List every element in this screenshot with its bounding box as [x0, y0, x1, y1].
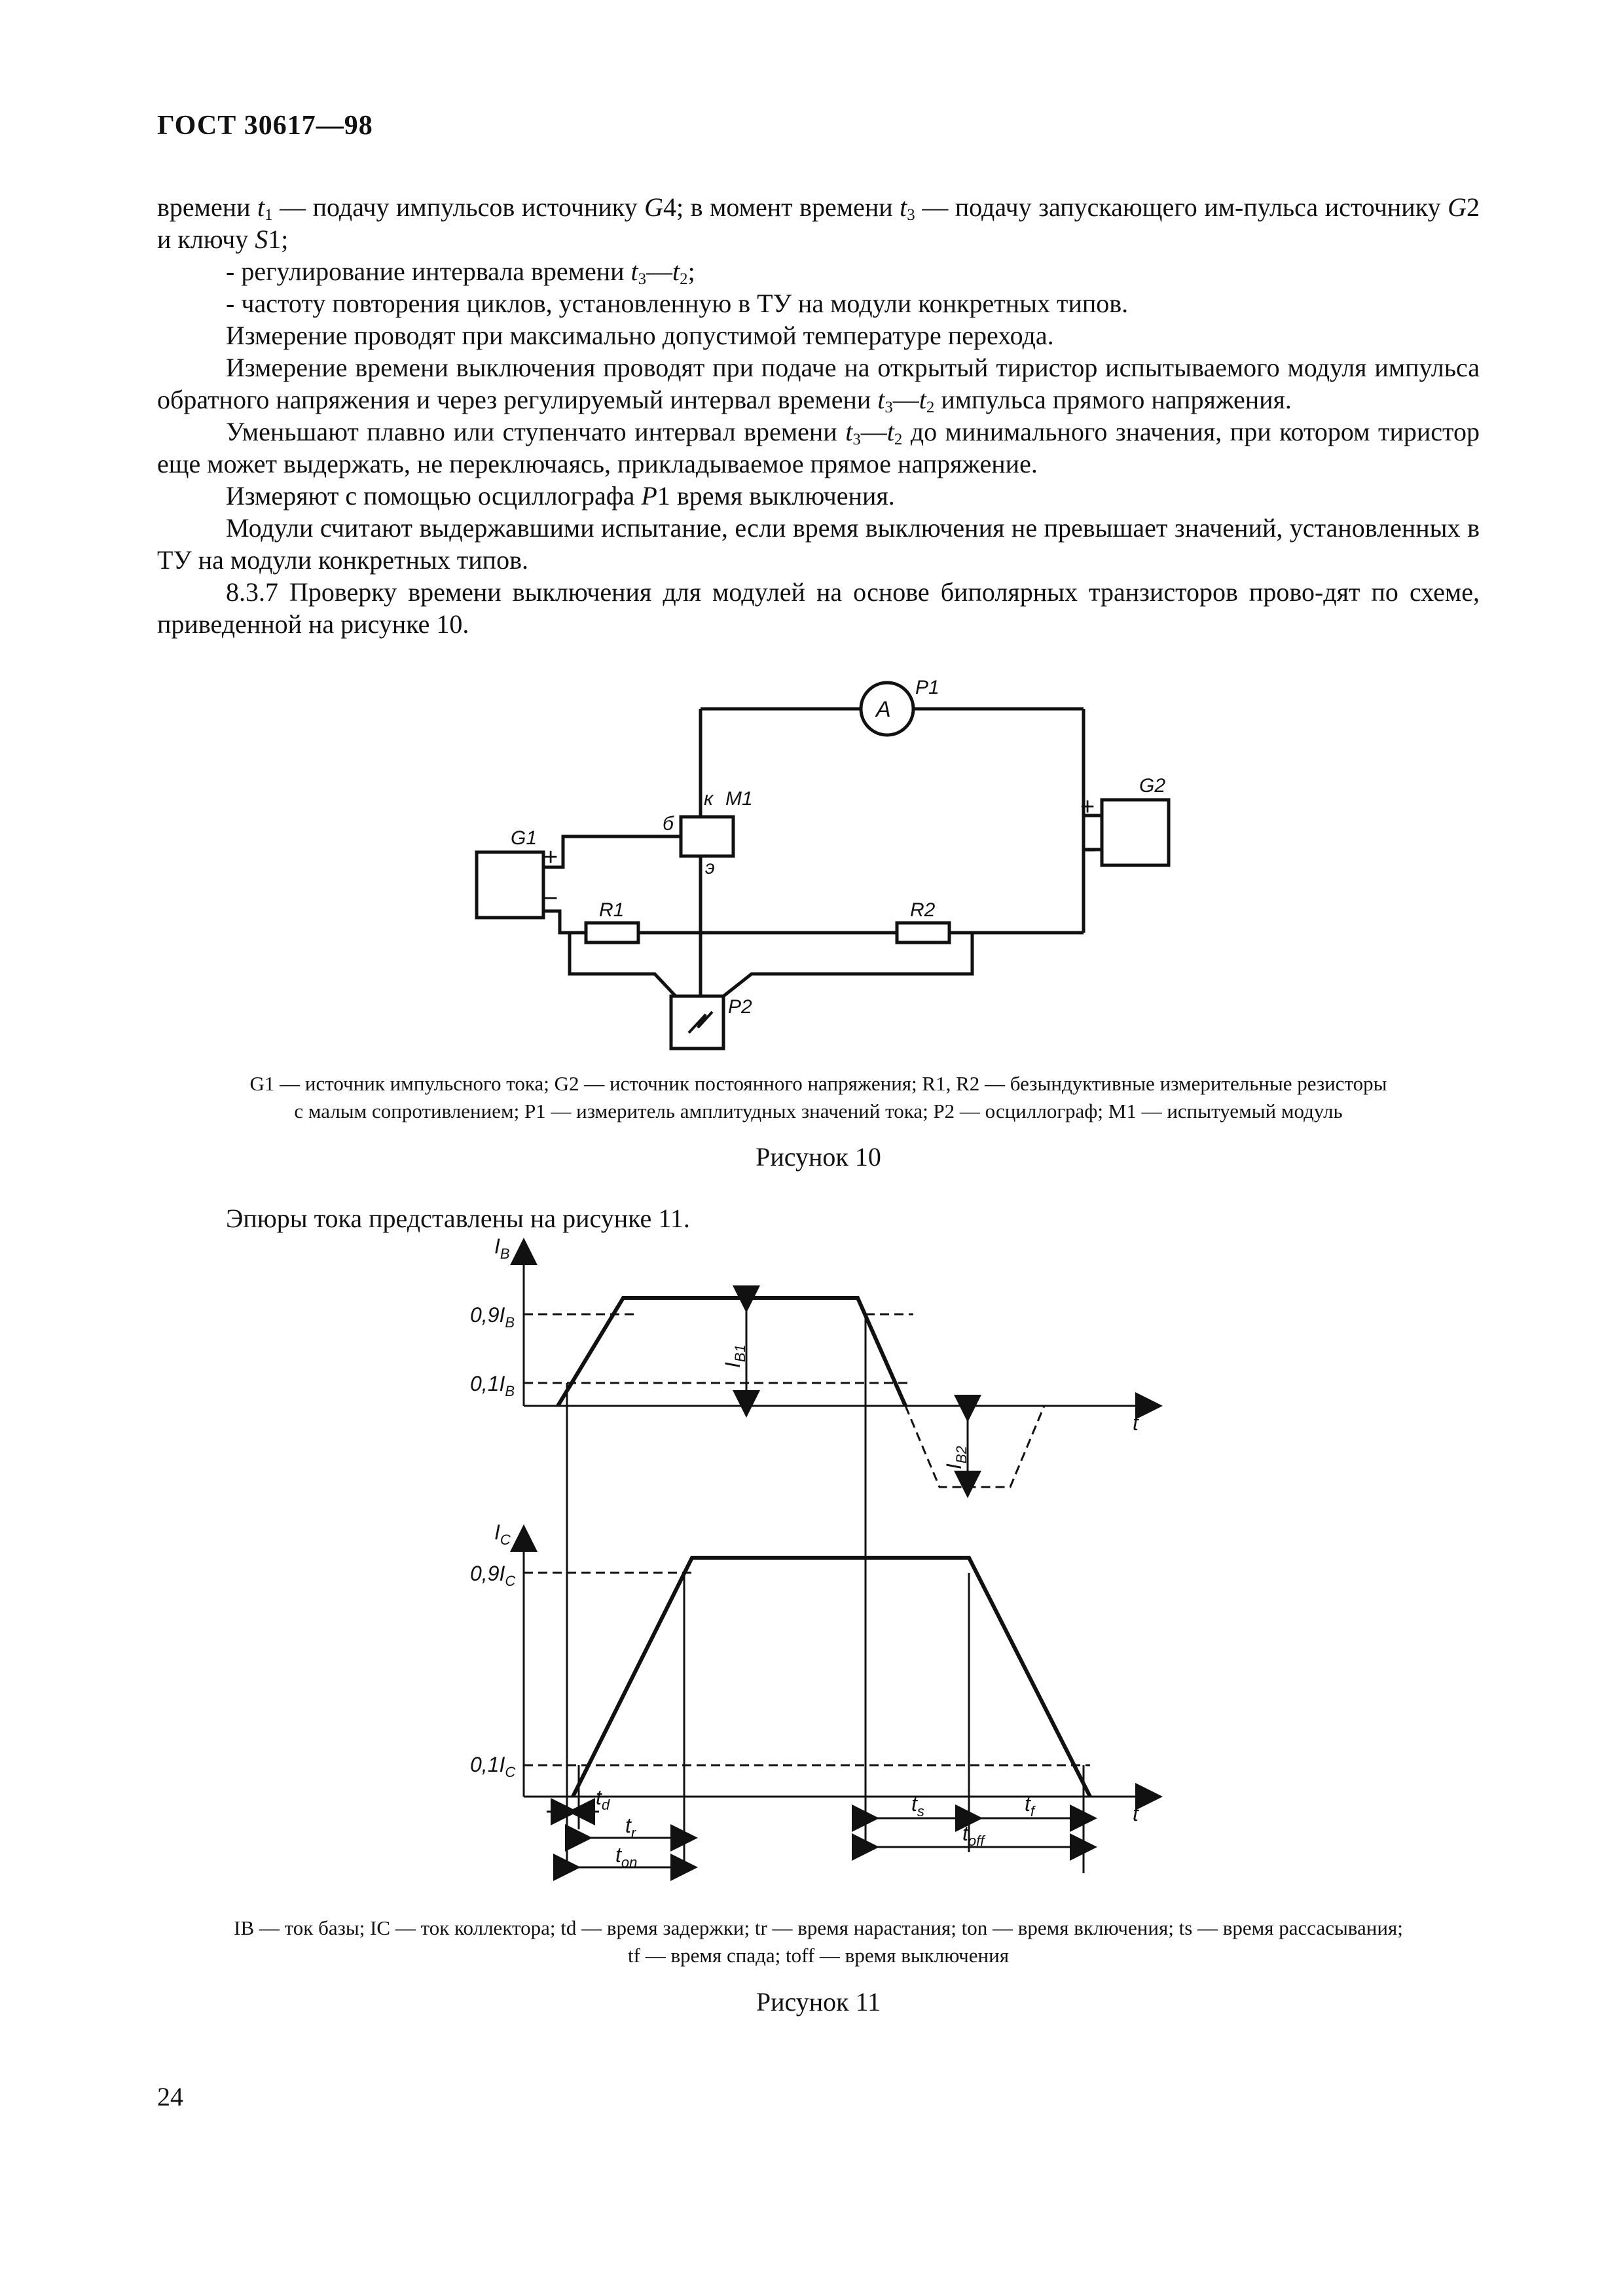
- g1-minus-sign: −: [543, 885, 558, 912]
- ic-waveform: [573, 1558, 1090, 1797]
- m1-label: М1: [725, 788, 753, 810]
- module-m1-box: [681, 817, 733, 856]
- figure-10-title: Рисунок 10: [756, 1142, 881, 1172]
- g2-minus-sign: −: [1082, 837, 1097, 865]
- toff-label: $t_{off}$: [962, 1821, 985, 1849]
- wire-g1-base: [543, 836, 681, 867]
- paragraph-9: 8.3.7 Проверку времени выключения для модулей на основе биполярных транзисторов прово-дят по схеме, приведенной на рисунке 10.: [157, 577, 1480, 639]
- tr-label: $t_r$: [625, 1814, 636, 1841]
- figure-11-caption-line-2: tf — время спада; toff — время выключения: [628, 1944, 1009, 1967]
- tf-label: $t_f$: [1025, 1792, 1035, 1820]
- figure-11-title: Рисунок 11: [756, 1987, 881, 2017]
- source-g2-box: [1102, 800, 1169, 865]
- resistor-r2: [897, 923, 949, 942]
- collector-label: к: [704, 788, 714, 810]
- paragraph-8: Модули считают выдержавшими испытание, если время выключения не превышает значений, установленных в ТУ на модули конкретных типов.: [157, 513, 1480, 575]
- ib-09-label: $0,9I_B$: [470, 1303, 515, 1331]
- figure-10-caption-line-2: с малым сопротивлением; P1 — измеритель амплитудных значений тока; P2 — осциллограф; M1 — испытуемый модуль: [294, 1100, 1343, 1122]
- document-header: ГОСТ 30617—98: [157, 111, 373, 141]
- paragraph-10: Эпюры тока представлены на рисунке 11.: [226, 1204, 690, 1233]
- g1-label: G1: [511, 827, 538, 849]
- paragraph-7: Измеряют с помощью осциллографа P1 время выключения.: [226, 481, 895, 511]
- paragraph-5: Измерение времени выключения проводят при подаче на открытый тиристор испытываемого модуля импульса обратного напряжения и через регулируемый интервал времени $t_3—t_2$ импульса прямого напряжения.: [157, 353, 1480, 417]
- paragraph-4: Измерение проводят при максимально допустимой температуре перехода.: [226, 321, 1054, 350]
- base-label: б: [663, 813, 674, 834]
- paragraph-6: Уменьшают плавно или ступенчато интервал времени $t_3—t_2$ до минимального значения, при котором тиристор еще может выдержать, не переключаясь, прикладываемое прямое напряжение.: [157, 417, 1480, 478]
- paragraph-3: - частоту повторения циклов, установленную в ТУ на модули конкретных типов.: [226, 289, 1129, 318]
- paragraph-2: - регулирование интервала времени $t_3—t_2$;: [226, 257, 695, 289]
- g1-plus-sign: +: [543, 844, 558, 871]
- ib-axis-label: $I_B$: [494, 1234, 510, 1262]
- p2-label: P2: [728, 996, 752, 1018]
- g2-label: G2: [1139, 775, 1166, 797]
- ton-label: $t_{on}$: [615, 1843, 638, 1871]
- td-label: $t_d$: [596, 1785, 610, 1813]
- resistor-r1: [586, 923, 638, 942]
- r1-label: R1: [599, 899, 625, 921]
- ib-negative-pulse: [905, 1406, 1044, 1487]
- figure-10-circuit: [0, 668, 1623, 1073]
- source-g1-box: [477, 852, 543, 918]
- ammeter-label: A: [876, 697, 891, 722]
- page-number: 24: [157, 2082, 183, 2111]
- ts-label: $t_s$: [911, 1792, 924, 1820]
- figure-10-caption: [157, 1070, 1480, 1125]
- wire-g1-minus: [543, 911, 586, 933]
- figure-11-caption: [157, 1914, 1480, 1969]
- figure-11-caption-line-1: IB — ток базы; IC — ток коллектора; td — время задержки; tr — время нарастания; ton — время включения; ts — время рассасывания;: [234, 1916, 1403, 1939]
- ic-time-label: t: [1133, 1802, 1139, 1825]
- ic-01-label: $0,1I_C$: [470, 1753, 516, 1780]
- ib2-label: $I_{B2}$: [942, 1446, 970, 1469]
- ic-09-label: $0,9I_C$: [470, 1562, 516, 1589]
- g2-plus-sign: +: [1080, 793, 1095, 821]
- emitter-label: э: [705, 857, 715, 878]
- ic-axis-label: $I_C$: [494, 1520, 511, 1548]
- ib-01-label: $0,1I_B$: [470, 1372, 515, 1399]
- ib1-label: $I_{B1}$: [721, 1344, 748, 1368]
- body-text: [157, 191, 1480, 640]
- r2-label: R2: [910, 899, 936, 921]
- paragraph-1: времени $t_1$ — подачу импульсов источнику G4; в момент времени $t_3$ — подачу запускающего им-пульса источнику G2 и ключу S1;: [157, 192, 1480, 254]
- p1-label: P1: [915, 677, 939, 698]
- figure-11-waveforms: [0, 1230, 1623, 1885]
- figure-10-caption-line-1: G1 — источник импульсного тока; G2 — источник постоянного напряжения; R1, R2 — безындуктивные измерительные резисторы: [249, 1072, 1387, 1095]
- ib-time-label: t: [1133, 1411, 1139, 1435]
- oscilloscope-symbol-icon: [689, 1012, 712, 1033]
